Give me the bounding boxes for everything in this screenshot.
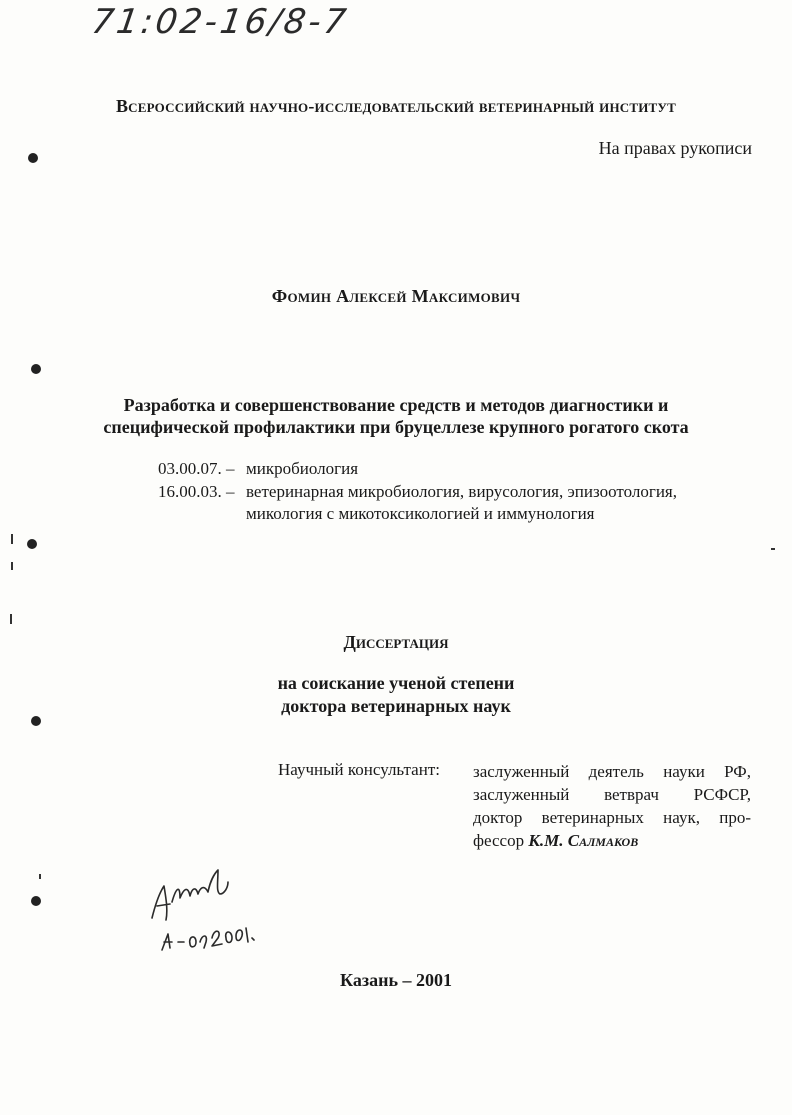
scan-speck — [39, 874, 41, 879]
degree-line: на соискание ученой степени — [277, 673, 515, 693]
consultant-line: доктор ветеринарных наук, про- — [473, 808, 751, 827]
consultant-details — [473, 760, 751, 852]
consultant-label: Научный консультант: — [278, 760, 440, 779]
consultant-line: заслуженный деятель науки РФ, — [473, 762, 751, 781]
specialty-line: микология с микотоксикологией и иммунология — [246, 504, 595, 523]
handwritten-signature — [140, 858, 260, 958]
punch-hole-mark — [27, 539, 37, 549]
punch-hole-mark — [28, 153, 38, 163]
institute-name: Всероссийский научно-исследовательский ветеринарный институт — [115, 96, 677, 116]
degree-statement — [0, 672, 792, 718]
title-line: специфической профилактики при бруцеллезе крупного рогатого скота — [103, 417, 689, 437]
specialty-line: ветеринарная микробиология, вирусология, эпизоотология, — [246, 482, 677, 501]
specialty-text — [246, 481, 677, 525]
rights-note: На правах рукописи — [598, 138, 752, 158]
punch-hole-mark — [31, 364, 41, 374]
title-line: Разработка и совершенствование средств и методов диагностики и — [123, 395, 669, 415]
scan-speck — [11, 562, 13, 570]
specialty-text: микробиология — [246, 459, 359, 478]
document-type: Диссертация — [343, 632, 449, 652]
consultant-line: фессор К.М. Салмаков — [473, 831, 639, 850]
degree-line: доктора ветеринарных наук — [281, 696, 511, 716]
punch-hole-mark — [31, 896, 41, 906]
specialty-code: 03.00.07. – — [158, 459, 235, 478]
punch-hole-mark — [31, 716, 41, 726]
dissertation-title — [0, 394, 792, 438]
scan-speck — [11, 534, 13, 544]
specialty-code: 16.00.03. – — [158, 482, 235, 501]
consultant-line: заслуженный ветврач РСФСР, — [473, 785, 751, 804]
archive-code: 71:02-16/8-7 — [89, 2, 352, 42]
scan-speck — [10, 614, 12, 624]
consultant-name: К.М. Салмаков — [528, 831, 639, 850]
scan-speck — [771, 548, 775, 550]
city-year: Казань – 2001 — [340, 970, 452, 990]
author-name: Фомин Алексей Максимович — [271, 286, 521, 306]
